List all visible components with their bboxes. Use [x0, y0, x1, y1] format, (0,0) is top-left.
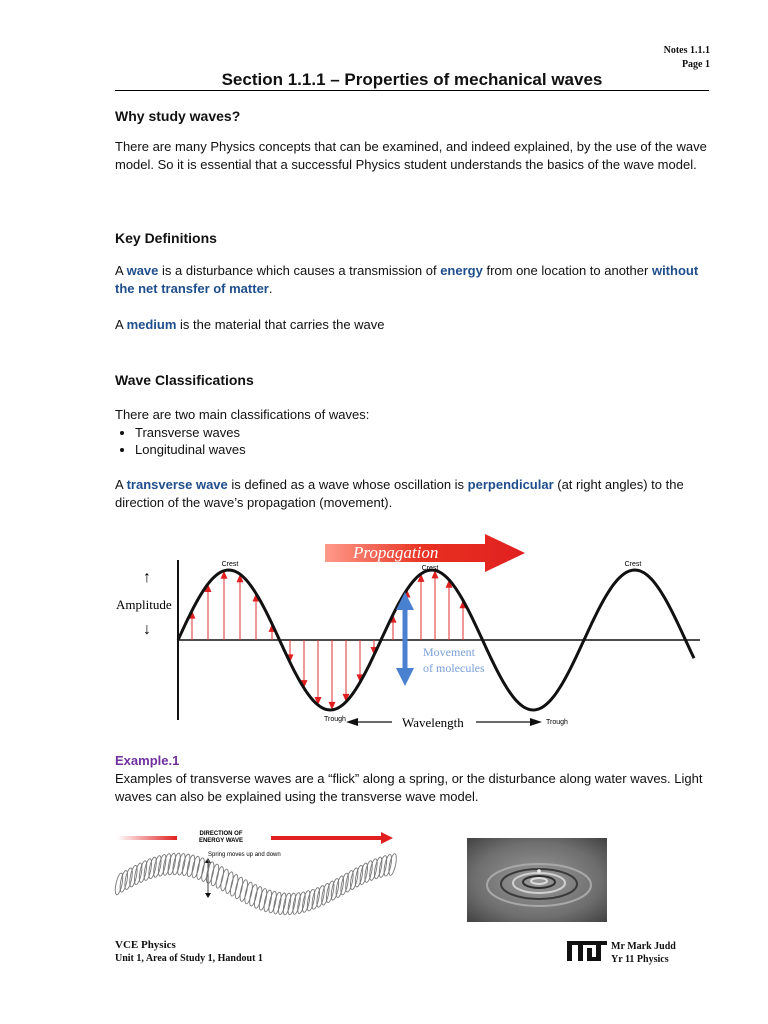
notes-header — [664, 44, 710, 72]
spring-coil — [258, 888, 268, 911]
wave-def-mid: is a disturbance which causes a transmission of — [158, 263, 441, 278]
trans-def-mid: is defined as a wave whose oscillation is — [227, 477, 468, 492]
footer-left — [115, 938, 263, 966]
trough-label: Trough — [546, 719, 568, 726]
footer-right — [611, 940, 676, 966]
wavelength-label: Wavelength — [402, 715, 464, 730]
spring-coil — [171, 853, 181, 876]
year-level: Yr 11 Physics — [611, 954, 669, 965]
movement-arrow — [396, 592, 414, 686]
spring-coil — [195, 857, 205, 880]
unit-info: Unit 1, Area of Study 1, Handout 1 — [115, 953, 263, 964]
spring-coil — [210, 864, 220, 887]
list-item: • Longitudinal waves — [135, 441, 715, 458]
wave-def-end: . — [268, 281, 273, 296]
water-droplet — [537, 869, 541, 873]
list-item: • Transverse waves — [135, 424, 715, 441]
movement-label-line1: Movement — [423, 645, 475, 659]
spring-coil — [253, 886, 263, 909]
why-text: There are many Physics concepts that can be examined, and indeed explained, by the use of the wave model. So it is essential that a successful Physics student understands the basics of the wave model. — [115, 139, 707, 172]
page-title: Section 1.1.1 – Properties of mechanical waves — [221, 70, 603, 89]
classifications-heading: Wave Classifications — [115, 372, 254, 388]
spring-coil — [176, 853, 186, 876]
direction-arrow-right — [271, 836, 381, 840]
spring-caption: Spring moves up and down — [208, 852, 281, 858]
crest-label: Crest — [421, 565, 439, 572]
spring-coil — [229, 874, 239, 897]
amplitude-up-arrow: ↑ — [143, 569, 151, 586]
spring-coil — [267, 891, 277, 914]
classification-list — [115, 424, 715, 458]
propagation-label: Propagation — [353, 543, 439, 562]
school-logo — [566, 940, 608, 962]
classifications-section — [115, 372, 715, 512]
perpendicular-term: perpendicular — [467, 477, 554, 492]
title-rule — [115, 90, 709, 91]
why-heading: Why study waves? — [115, 108, 241, 124]
spring-wave-image — [113, 826, 413, 920]
page-number: Page 1 — [681, 59, 710, 70]
spring-coil — [234, 877, 244, 900]
amplitude-label: Amplitude — [116, 597, 172, 612]
medium-definition — [115, 316, 715, 334]
spring-coil — [243, 882, 253, 905]
medium-def-a: A — [115, 317, 127, 332]
spring-coil — [387, 853, 397, 876]
spring-title-line2: ENERGY WAVE — [198, 838, 244, 844]
direction-arrowhead — [381, 832, 393, 844]
wave-definition — [115, 262, 715, 298]
key-definitions-heading: Key Definitions — [115, 230, 217, 246]
spring-coil — [277, 892, 287, 915]
crest-label: Crest — [624, 561, 642, 568]
wave-def-mid2: from one location to another — [482, 263, 652, 278]
spring-coil — [248, 884, 258, 907]
energy-term: energy — [440, 263, 483, 278]
amplitude-down-arrow: ↓ — [143, 621, 151, 638]
spring-coil — [224, 871, 234, 894]
notes-number: Notes 1.1.1 — [663, 45, 710, 56]
example-label: Example.1 — [115, 753, 180, 768]
wavelength-arrowhead-right — [530, 718, 542, 726]
trans-def-a: A — [115, 477, 127, 492]
spring-coil — [181, 854, 191, 877]
medium-term: medium — [126, 317, 177, 332]
example-text: Examples of transverse waves are a “flick” along a spring, or the disturbance along water waves. Light waves can also be explained using the transverse wave model. — [115, 771, 703, 804]
movement-label-line2: of molecules — [423, 661, 485, 675]
water-ripple-image — [467, 838, 607, 922]
wave-term: wave — [126, 263, 159, 278]
wave-def-a: A — [115, 263, 127, 278]
spring-coil — [272, 892, 282, 915]
spring-title-line1: DIRECTION OF — [199, 831, 243, 837]
spring-coil — [186, 855, 196, 878]
key-definitions-section — [115, 230, 715, 334]
spring-coil — [191, 856, 201, 879]
spring-coils — [114, 853, 398, 916]
trans-def-rest: (at right angles) to the direction of the wave’s propagation (movement). — [115, 477, 684, 510]
trough-label: Trough — [324, 716, 346, 723]
spring-coil — [200, 859, 210, 882]
direction-arrow-left — [117, 836, 177, 840]
classifications-intro: There are two main classifications of waves: — [115, 407, 370, 422]
transverse-definition — [115, 476, 715, 512]
spring-coil — [239, 879, 249, 902]
spring-coil — [219, 869, 229, 892]
spring-coil — [263, 890, 273, 913]
course-name: VCE Physics — [115, 939, 176, 951]
teacher-name: Mr Mark Judd — [611, 941, 676, 952]
transverse-term: transverse wave — [126, 477, 228, 492]
medium-def-rest: is the material that carries the wave — [176, 317, 385, 332]
transverse-wave-diagram — [110, 530, 710, 745]
crest-label: Crest — [221, 561, 239, 568]
wavelength-arrowhead-left — [346, 718, 358, 726]
spring-down-arrowhead — [205, 893, 211, 898]
spring-coil — [215, 866, 225, 889]
net-transfer-term: without the net transfer of matter — [115, 263, 699, 296]
example-section — [115, 752, 715, 806]
why-section — [115, 108, 715, 174]
spring-coil — [205, 861, 215, 884]
